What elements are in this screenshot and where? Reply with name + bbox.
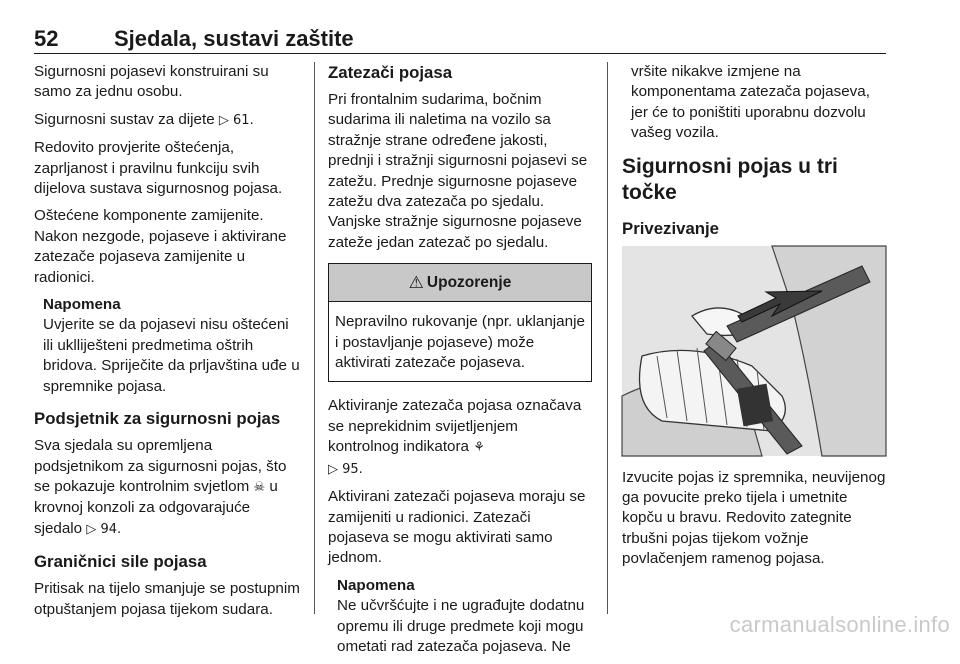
note-continued: vršite nikakve izmjene na komponentama zatezača pojaseva, jer će to poništiti uporabnu dozvolu vašeg vozila. (631, 63, 870, 142)
column-left (34, 62, 302, 627)
page-title: Sjedala, sustavi zaštite (114, 26, 354, 51)
note-text: Ne učvršćujte i ne ugrađujte dodatnu opremu ili druge predmete koji mogu ometati rad zatezača pojaseva. Ne (337, 597, 585, 655)
note-title: Napomena (337, 576, 415, 594)
note-text: Uvjerite se da pojasevi nisu oštećeni ili uklliješteni predmetima oštrih bridova. Spriječite da prljavština uđe u spremnike pojasa. (43, 316, 300, 395)
paragraph: Aktivirani zatezači pojaseva moraju se zamijeniti u radionici. Zatezači pojaseva se mogu aktivirati samo jednom. (328, 488, 586, 567)
paragraph: Izvucite pojas iz spremnika, neuvijenog ga povucite preko tijela i umetnite kopču u bravu. Redovito zategnite trbušni pojas tijekom vožnje povlačenjem ramenog pojasa. (622, 468, 886, 568)
airbag-indicator-icon: ⚘ (473, 440, 485, 456)
note-box (34, 295, 302, 397)
paragraph: Sigurnosni sustav za dijete ▷ 61. (34, 110, 254, 128)
warning-title: Upozorenje (426, 273, 512, 291)
subheading-fastening: Privezivanje (622, 218, 720, 238)
warning-text: Nepravilno rukovanje (npr. uklanjanje i postavljanje pojaseve) može aktivirati zatezače pojaseva. (335, 313, 585, 372)
column-middle (328, 62, 592, 664)
section-heading-tensioners: Zatezači pojasa (328, 63, 453, 82)
paragraph: Sva sjedala su opremljena podsjetnikom za sigurnosni pojas, što se pokazuje kontrolnim svjetlom ☠ u krovnoj konzoli za odgovarajuće sjedalo ▷ 94. (34, 437, 287, 537)
paragraph: Pritisak na tijelo smanjuje se postupnim otpuštanjem pojasa tijekom sudara. (34, 580, 300, 618)
paragraph: Sigurnosni pojasevi konstruirani su samo za jednu osobu. (34, 63, 269, 101)
section-heading-force-limiter: Graničnici sile pojasa (34, 552, 207, 572)
warning-box (328, 263, 592, 382)
note-title: Napomena (43, 296, 121, 314)
warning-header (329, 264, 591, 302)
note-box (328, 576, 592, 658)
page-reference[interactable]: ▷ 94. (86, 521, 122, 537)
paragraph: Aktiviranje zatezača pojasa označava se neprekidnim svijetljenjem kontrolnog indikatora ⚘ ▷ 95. (328, 397, 582, 477)
watermark: carmanualsonline.info (729, 612, 950, 637)
paragraph: Redovito provjerite oštećenja, zaprljanost i pravilnu funkciju svih dijelova sustava sigurnosnog pojasa. (34, 139, 283, 198)
page-number: 52 (34, 26, 59, 51)
section-heading-three-point-belt: Sigurnosni pojas u tri točke (622, 154, 838, 204)
column-divider (607, 62, 608, 614)
seatbelt-indicator-icon: ☠ (253, 479, 266, 495)
paragraph: Oštećene komponente zamijenite. Nakon nezgode, pojaseve i aktivirane zatezače pojaseva zamijenite u radionici. (34, 207, 287, 286)
column-right (622, 62, 888, 577)
page-reference[interactable]: ▷ 95. (328, 461, 363, 477)
seatbelt-illustration (622, 246, 886, 456)
paragraph: Pri frontalnim sudarima, bočnim sudarima ili naletima na vozilo sa stražnje strane određene jakosti, prednji i stražnji sigurnosni pojasevi se zatežu. Prednje sigurnosne pojaseve zatežu dva zatezača po sjedalu. Vanjske stražnje sigurnosne pojaseve zateže jedan zatezač po sjedalu. (328, 91, 588, 251)
warning-icon: ⚠ (408, 272, 424, 293)
page-header (34, 26, 886, 54)
page-reference[interactable]: ▷ 61. (218, 112, 254, 128)
section-heading-reminder: Podsjetnik za sigurnosni pojas (34, 409, 281, 429)
column-divider (314, 62, 315, 614)
